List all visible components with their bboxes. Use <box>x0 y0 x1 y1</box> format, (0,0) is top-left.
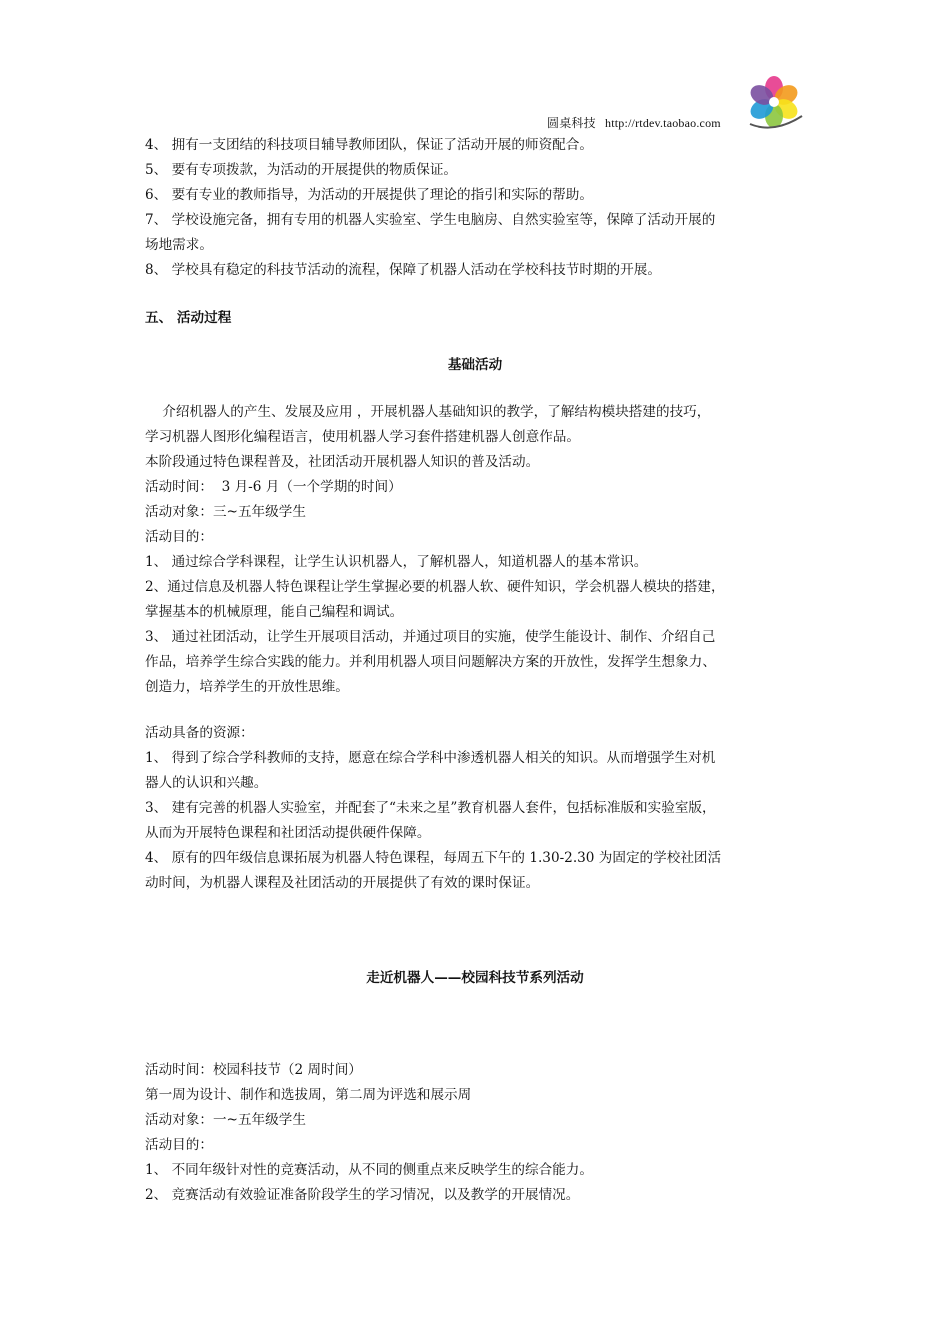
list-item: 器人的认识和兴趣。 <box>145 775 268 791</box>
header-brand: 圆桌科技 <box>547 116 596 130</box>
activity-time: 活动时间：校园科技节（2 周时间） <box>145 1062 362 1078</box>
list-item: 7、 学校设施完备，拥有专用的机器人实验室、学生电脑房、自然实验室等，保障了活动开展的 <box>145 212 716 228</box>
list-item: 1、 得到了综合学科教师的支持，愿意在综合学科中渗透机器人相关的知识。从而增强学生对机 <box>145 750 716 766</box>
list-item: 作品，培养学生综合实践的能力。并利用机器人项目问题解决方案的开放性，发挥学生想象力、 <box>145 654 716 670</box>
list-item: 1、 不同年级针对性的竞赛活动，从不同的侧重点来反映学生的综合能力。 <box>145 1162 593 1178</box>
header-url: http://rtdev.taobao.com <box>605 116 721 130</box>
list-item: 动时间，为机器人课程及社团活动的开展提供了有效的课时保证。 <box>145 875 540 891</box>
activity-goal-label: 活动目的： <box>145 529 213 545</box>
section-heading: 五、 活动过程 <box>145 310 232 326</box>
list-item: 从而为开展特色课程和社团活动提供硬件保障。 <box>145 825 431 841</box>
logo-icon <box>744 72 804 132</box>
list-item: 4、 原有的四年级信息课拓展为机器人特色课程，每周五下午的 1.30-2.30 为固定的学校社团活 <box>145 850 722 866</box>
list-item: 8、 学校具有稳定的科技节活动的流程，保障了机器人活动在学校科技节时期的开展。 <box>145 262 661 278</box>
list-item: 4、 拥有一支团结的科技项目辅导教师团队，保证了活动开展的师资配合。 <box>145 137 593 153</box>
subsection-title: 基础活动 <box>447 357 503 373</box>
subsection-title: 走近机器人——校园科技节系列活动 <box>366 970 584 986</box>
list-item: 2、通过信息及机器人特色课程让学生掌握必要的机器人软、硬件知识，学会机器人模块的搭建， <box>145 579 725 595</box>
paragraph-line: 学习机器人图形化编程语言，使用机器人学习套件搭建机器人创意作品。 <box>145 429 580 445</box>
paragraph-line: 第一周为设计、制作和选拔周，第二周为评选和展示周 <box>145 1087 472 1103</box>
resources-label: 活动具备的资源： <box>145 725 254 741</box>
activity-target: 活动对象：三~五年级学生 <box>145 504 306 520</box>
paragraph-line: 介绍机器人的产生、发展及应用 ，开展机器人基础知识的教学，了解结构模块搭建的技巧， <box>145 404 711 420</box>
activity-target: 活动对象：一~五年级学生 <box>145 1112 306 1128</box>
list-item: 5、 要有专项拨款，为活动的开展提供的物质保证。 <box>145 162 458 178</box>
list-item: 创造力，培养学生的开放性思维。 <box>145 679 349 695</box>
list-item: 掌握基本的机械原理，能自己编程和调试。 <box>145 604 404 620</box>
activity-time: 活动时间： 3 月-6 月（一个学期的时间） <box>145 479 402 495</box>
list-item: 3、 建有完善的机器人实验室，并配套了“未来之星”教育机器人套件，包括标准版和实验室版， <box>145 800 716 816</box>
list-item: 3、 通过社团活动，让学生开展项目活动，并通过项目的实施，使学生能设计、制作、介绍自己 <box>145 629 716 645</box>
list-item: 1、 通过综合学科课程，让学生认识机器人，了解机器人，知道机器人的基本常识。 <box>145 554 648 570</box>
paragraph-line: 本阶段通过特色课程普及，社团活动开展机器人知识的普及活动。 <box>145 454 540 470</box>
list-item: 6、 要有专业的教师指导，为活动的开展提供了理论的指引和实际的帮助。 <box>145 187 593 203</box>
page-header <box>547 114 721 131</box>
activity-goal-label: 活动目的： <box>145 1137 213 1153</box>
list-item: 场地需求。 <box>145 237 213 253</box>
list-item: 2、 竞赛活动有效验证准备阶段学生的学习情况，以及教学的开展情况。 <box>145 1187 580 1203</box>
